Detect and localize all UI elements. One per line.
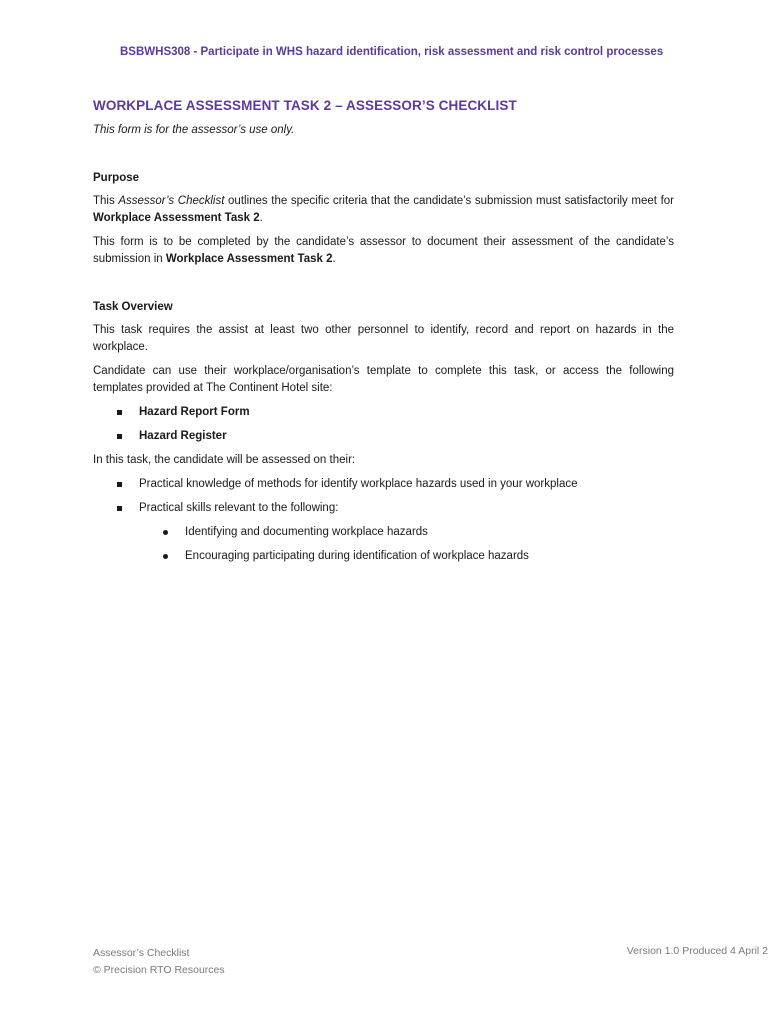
running-header: BSBWHS308 - Participate in WHS hazard identification, risk assessment and risk control processes [120, 46, 664, 58]
footer-version: Version 1.0 Produced 4 April 2 [626, 945, 768, 957]
purpose-heading: Purpose [93, 172, 140, 184]
task-overview-paragraph-2: Candidate can use their workplace/organisation’s template to complete this task, or access the following templates provided at The Continent Hotel site: [93, 365, 674, 394]
list-item: Practical skills relevant to the following: Identifying and documenting workplace hazards Encouraging participating during identification of workplace hazards [93, 500, 674, 565]
criteria-list [93, 476, 674, 565]
document-title: WORKPLACE ASSESSMENT TASK 2 – ASSESSOR’S CHECKLIST [93, 98, 517, 113]
purpose-paragraph-1: This Assessor’s Checklist outlines the specific criteria that the candidate’s submission must satisfactorily meet for Workplace Assessment Task 2. [93, 195, 675, 224]
task-overview-heading: Task Overview [93, 301, 173, 313]
skills-list [139, 524, 674, 565]
list-item: Practical knowledge of methods for identify workplace hazards used in your workplace [93, 476, 674, 493]
footer-left [93, 945, 225, 979]
list-item: Identifying and documenting workplace hazards [139, 524, 674, 541]
list-item: Hazard Register [93, 428, 674, 445]
document-body [93, 97, 674, 572]
list-item: Hazard Report Form [93, 404, 674, 421]
list-item: Encouraging participating during identification of workplace hazards [139, 548, 674, 565]
intro-text: This form is for the assessor’s use only. [93, 124, 295, 136]
footer-document-name: Assessor’s Checklist [93, 947, 190, 959]
footer-copyright: © Precision RTO Resources [93, 964, 225, 976]
task-overview-paragraph-1: This task requires the assist at least two other personnel to identify, record and report on hazards in the workplace. [93, 324, 674, 353]
templates-list [93, 404, 674, 445]
task-overview-paragraph-3: In this task, the candidate will be assessed on their: [93, 454, 356, 466]
purpose-paragraph-2: This form is to be completed by the candidate’s assessor to document their assessment of the candidate’s submission in Workplace Assessment Task 2. [93, 236, 674, 265]
